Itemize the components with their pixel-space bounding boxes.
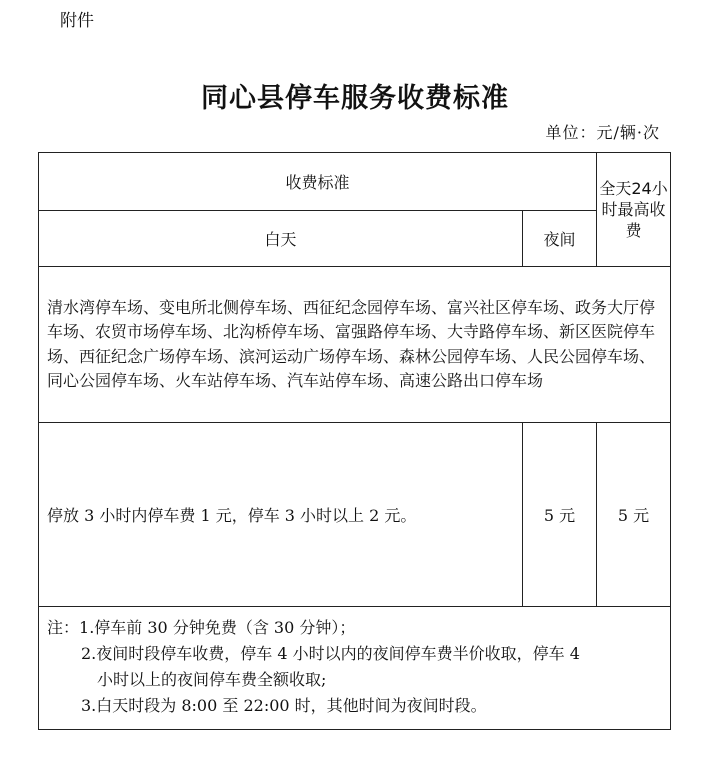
night-header: 夜间 (523, 211, 597, 267)
charge-standard-header: 收费标准 (39, 153, 597, 211)
note-2-line-1: 2.夜间时段停车收费，停车 4 小时以内的夜间停车费半价收取，停车 4 (81, 644, 580, 663)
annex-label: 附件 (60, 11, 94, 31)
max-24h-header: 全天24小时最高收费 (597, 153, 671, 267)
day-fee-rule: 停放 3 小时内停车费 1 元，停车 3 小时以上 2 元。 (39, 423, 523, 607)
note-1 (47, 615, 662, 641)
max-fee-value: 5 元 (597, 423, 671, 607)
note-2-line-2: 小时以上的夜间停车费全额收取; (97, 670, 327, 689)
note-1-text: 1.停车前 30 分钟免费（含 30 分钟）； (79, 618, 356, 637)
fee-table (38, 152, 671, 730)
notes-prefix: 注： (47, 618, 80, 637)
page-title: 同心县停车服务收费标准 (201, 83, 509, 114)
unit-label: 单位：元/辆·次 (545, 123, 660, 142)
note-3: 3.白天时段为 8:00 至 22:00 时，其他时间为夜间时段。 (81, 696, 487, 715)
night-fee-value: 5 元 (523, 423, 597, 607)
notes-cell (39, 607, 671, 730)
day-header: 白天 (39, 211, 523, 267)
parking-lot-list: 清水湾停车场、变电所北侧停车场、西征纪念园停车场、富兴社区停车场、政务大厅停车场、农贸市场停车场、北沟桥停车场、富强路停车场、大寺路停车场、新区医院停车场、西征纪念广场停车场、滨河运动广场停车场、森林公园停车场、人民公园停车场、同心公园停车场、火车站停车场、汽车站停车场、高速公路出口停车场 (39, 267, 671, 423)
